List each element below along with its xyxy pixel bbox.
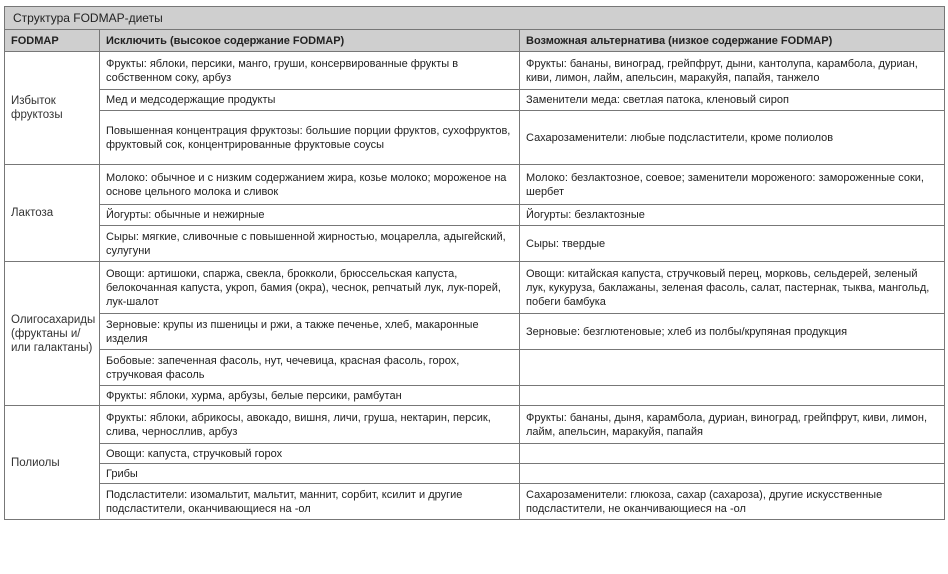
alternative-cell: Заменители меда: светлая патока, кленовый сироп	[520, 90, 945, 111]
table-row	[5, 52, 945, 90]
alternative-cell	[520, 386, 945, 406]
group-label-polyols: Полиолы	[5, 406, 100, 520]
exclude-cell: Фрукты: яблоки, хурма, арбузы, белые персики, рамбутан	[100, 386, 520, 406]
exclude-cell: Овощи: артишоки, спаржа, свекла, брокколи, брюссельская капуста, белокочанная капуста, укроп, бамия (окра), чеснок, репчатый лук, лук-порей, лук-шалот	[100, 262, 520, 314]
table-row	[5, 350, 945, 386]
table-row	[5, 226, 945, 262]
alternative-cell: Сыры: твердые	[520, 226, 945, 262]
exclude-cell: Молоко: обычное и с низким содержанием жира, козье молоко; мороженое на основе цельного молока и сливок	[100, 165, 520, 205]
table-row	[5, 444, 945, 464]
alternative-cell: Овощи: китайская капуста, стручковый перец, морковь, сельдерей, зеленый лук, кукуруза, баклажаны, зеленая фасоль, салат, пастернак, тыква, мангольд, побеги бамбука	[520, 262, 945, 314]
exclude-cell: Овощи: капуста, стручковый горох	[100, 444, 520, 464]
table-title: Структура FODMAP-диеты	[5, 7, 945, 30]
alternative-cell: Молоко: безлактозное, соевое; заменители мороженого: замороженные соки, шербет	[520, 165, 945, 205]
alternative-cell: Йогурты: безлактозные	[520, 205, 945, 226]
fodmap-table-container	[4, 6, 944, 520]
alternative-cell: Сахарозаменители: любые подсластители, кроме полиолов	[520, 111, 945, 165]
alternative-cell: Сахарозаменители: глюкоза, сахар (сахароза), другие искусственные подсластители, не оканчивающиеся на -ол	[520, 484, 945, 520]
header-row	[5, 30, 945, 52]
exclude-cell: Повышенная концентрация фруктозы: большие порции фруктов, сухофруктов, фруктовый сок, концентрированные фруктовые соусы	[100, 111, 520, 165]
table-row	[5, 90, 945, 111]
table-row	[5, 165, 945, 205]
header-fodmap: FODMAP	[5, 30, 100, 52]
alternative-cell: Фрукты: бананы, виноград, грейпфрут, дыни, кантолупа, карамбола, дуриан, киви, лимон, лайм, апельсин, маракуйя, папайя, танжело	[520, 52, 945, 90]
alternative-cell	[520, 350, 945, 386]
table-row	[5, 484, 945, 520]
fodmap-table	[4, 6, 945, 520]
alternative-cell: Зерновые: безглютеновые; хлеб из полбы/крупяная продукция	[520, 314, 945, 350]
table-row	[5, 464, 945, 484]
table-row	[5, 262, 945, 314]
exclude-cell: Зерновые: крупы из пшеницы и ржи, а также печенье, хлеб, макаронные изделия	[100, 314, 520, 350]
exclude-cell: Фрукты: яблоки, персики, манго, груши, консервированные фрукты в собственном соку, арбуз	[100, 52, 520, 90]
header-alternative: Возможная альтернатива (низкое содержание FODMAP)	[520, 30, 945, 52]
alternative-cell: Фрукты: бананы, дыня, карамбола, дуриан, виноград, грейпфрут, киви, лимон, лайм, апельсин, маракуйя, папайя	[520, 406, 945, 444]
exclude-cell: Мед и медсодержащие продукты	[100, 90, 520, 111]
table-row	[5, 314, 945, 350]
group-label-oligosaccharides: Олигосахариды (фруктаны и/или галактаны)	[5, 262, 100, 406]
alternative-cell	[520, 444, 945, 464]
exclude-cell: Сыры: мягкие, сливочные с повышенной жирностью, моцарелла, адыгейский, сулугуни	[100, 226, 520, 262]
alternative-cell	[520, 464, 945, 484]
header-exclude: Исключить (высокое содержание FODMAP)	[100, 30, 520, 52]
table-row	[5, 406, 945, 444]
exclude-cell: Грибы	[100, 464, 520, 484]
table-row	[5, 386, 945, 406]
group-label-fructose: Избыток фруктозы	[5, 52, 100, 165]
exclude-cell: Бобовые: запеченная фасоль, нут, чечевица, красная фасоль, горох, стручковая фасоль	[100, 350, 520, 386]
table-row	[5, 205, 945, 226]
exclude-cell: Фрукты: яблоки, абрикосы, авокадо, вишня, личи, груша, нектарин, персик, слива, черносллив, арбуз	[100, 406, 520, 444]
table-row	[5, 111, 945, 165]
exclude-cell: Йогурты: обычные и нежирные	[100, 205, 520, 226]
table-title-row	[5, 7, 945, 30]
group-label-lactose: Лактоза	[5, 165, 100, 262]
exclude-cell: Подсластители: изомальтит, мальтит, маннит, сорбит, ксилит и другие подсластители, оканчивающиеся на -ол	[100, 484, 520, 520]
